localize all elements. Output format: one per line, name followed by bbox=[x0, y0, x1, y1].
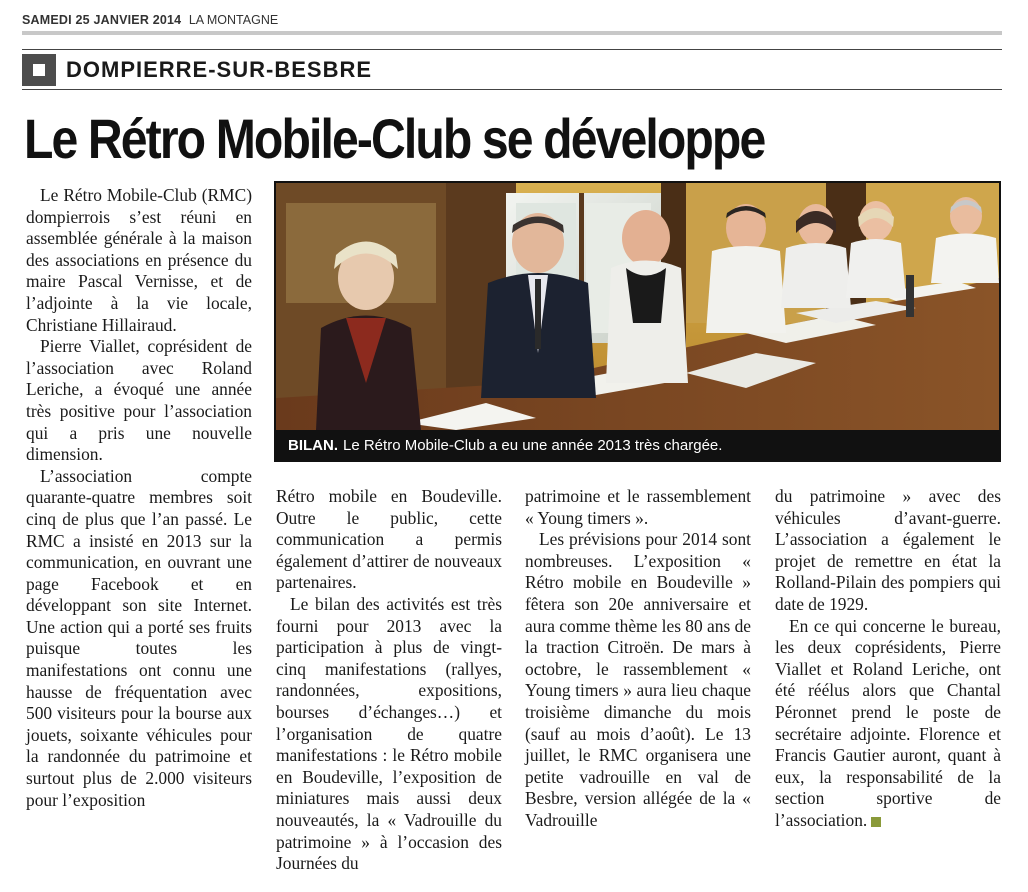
masthead-date: SAMEDI 25 JANVIER 2014 bbox=[22, 13, 182, 27]
article-column-2 bbox=[276, 486, 502, 875]
masthead-rule bbox=[22, 31, 1002, 35]
paragraph: du patrimoine » avec des véhicules d’avant-guerre. L’association a également le projet de remettre en état la Rolland-Pilain des pompiers qui date de 1929. bbox=[775, 486, 1001, 614]
paragraph: Pierre Viallet, coprésident de l’association avec Roland Leriche, a évoqué une année très positive pour l’association qui a pris une nouvelle dimension. bbox=[26, 336, 252, 465]
caption-lead: BILAN. bbox=[288, 437, 338, 454]
caption-text: Le Rétro Mobile-Club a eu une année 2013 très chargée. bbox=[343, 437, 723, 454]
paragraph: Le Rétro Mobile-Club (RMC) dompierrois s’est réuni en assemblée générale à la maison des associations en présence du maire Pascal Vernisse, et de l’adjointe à la vie locale, Christiane Hillairaud. bbox=[26, 185, 252, 335]
end-mark-icon bbox=[871, 817, 881, 827]
paragraph-text: En ce qui concerne le bureau, les deux coprésidents, Pierre Viallet et Roland Leriche, ont été réélus alors que Chantal Péronnet prend le poste de secrétaire adjointe. Florence et Francis Gautier auront, quant à eux, la responsabilité de la section sportive de l’association. bbox=[775, 615, 1001, 830]
paragraph: Les prévisions pour 2014 sont nombreuses. L’exposition « Rétro mobile en Boudeville » fêtera son 20e anniversaire et aura comme thème les 80 ans de la traction Citroën. De mars à octobre, le rassemblement « Young timers » aura lieu chaque troisième dimanche du mois (sauf au mois d’août). Le 13 juillet, le RMC organisera une petite vadrouille en val de Besbre, version allégée de la « Vadrouille bbox=[525, 529, 751, 830]
masthead bbox=[22, 13, 278, 27]
article-column-1 bbox=[26, 185, 252, 811]
article-photo bbox=[274, 181, 1001, 462]
photo-caption bbox=[288, 437, 722, 454]
section-header bbox=[22, 54, 1002, 86]
article-headline: Le Rétro Mobile-Club se développe bbox=[24, 107, 765, 170]
masthead-newspaper: LA MONTAGNE bbox=[188, 13, 279, 27]
section-title: DOMPIERRE-SUR-BESBRE bbox=[66, 57, 373, 82]
paragraph: Rétro mobile en Boudeville. Outre le public, cette communication a permis également d’attirer de nouveaux partenaires. bbox=[276, 486, 502, 593]
paragraph: Le bilan des activités est très fourni pour 2013 avec la participation à plus de vingt-cinq manifestations (rallyes, randonnées, expositions, bourses d’échanges…) et l’organisation de quatre manifestations : le Rétro mobile en Boudeville, l’exposition de miniatures mais aussi deux nouveautés, la « Vadrouille du patrimoine » à l’occasion des Journées du bbox=[276, 593, 502, 874]
article-column-3 bbox=[525, 486, 751, 832]
meeting-photo bbox=[276, 183, 999, 430]
square-bullet-icon bbox=[22, 54, 56, 86]
paragraph bbox=[775, 616, 1001, 832]
article-column-4 bbox=[775, 486, 1001, 832]
section-top-rule bbox=[22, 49, 1002, 50]
paragraph: L’association compte quarante-quatre membres soit cinq de plus que l’an passé. Le RMC a insisté en 2013 sur la communication, en ouvrant une page Facebook et en développant son site Internet. Une action qui a porté ses fruits puisque toutes les manifestations ont connu une hausse de fréquentation avec 500 visiteurs pour la bourse aux jouets, soixante véhicules pour la randonnée du patrimoine et surtout plus de 2.000 visiteurs pour l’exposition bbox=[26, 465, 252, 810]
paragraph: patrimoine et le rassemblement « Young timers ». bbox=[525, 486, 751, 528]
section-bottom-rule bbox=[22, 89, 1002, 90]
